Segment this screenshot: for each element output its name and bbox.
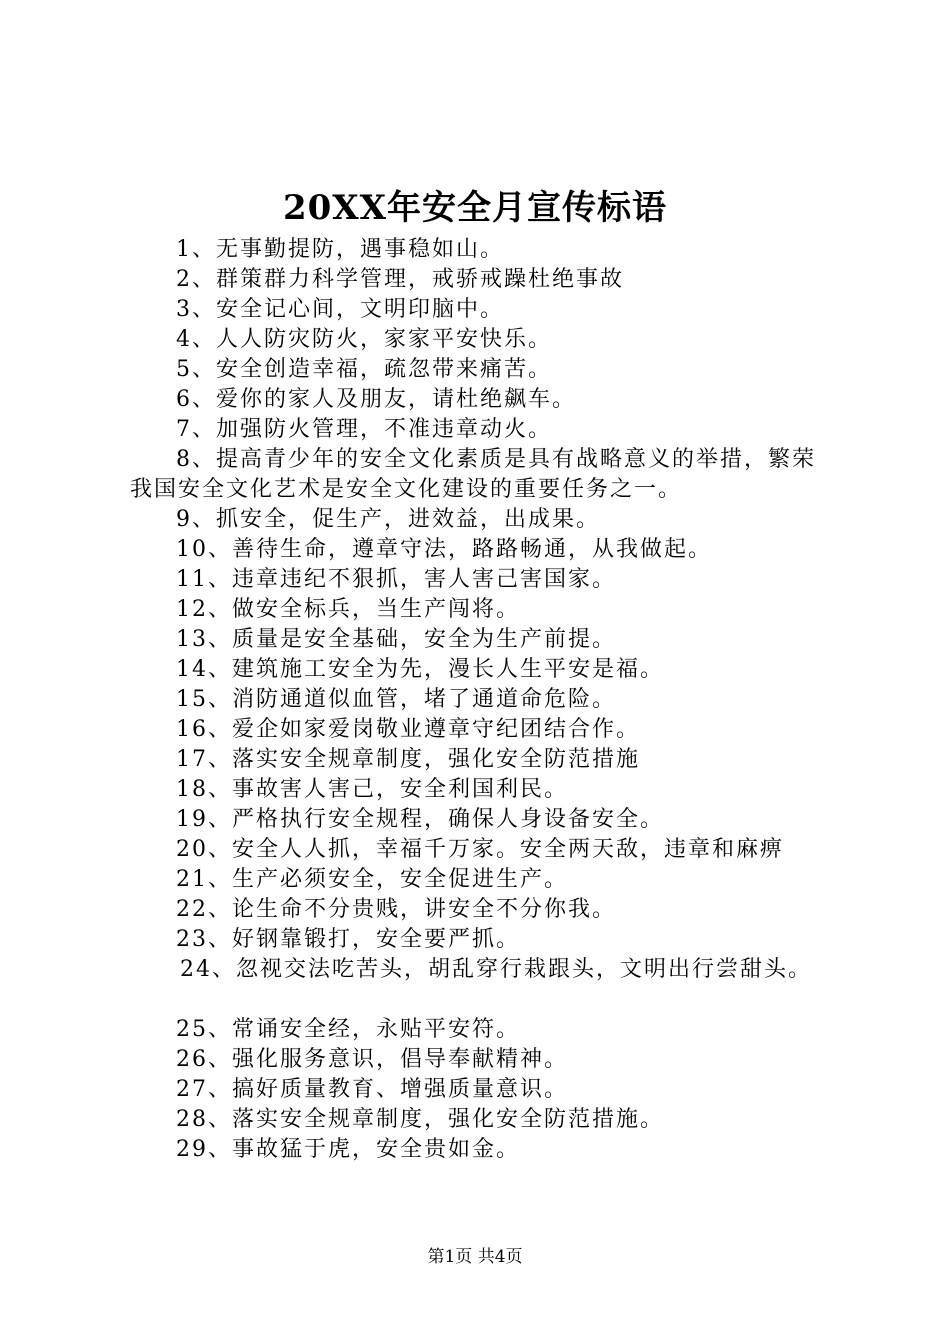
slogan-item: 25、常诵安全经，永贴平安符。: [176, 1017, 520, 1042]
page-footer: 第1页 共4页: [427, 1247, 523, 1267]
slogan-item: 12、做安全标兵，当生产闯将。: [176, 597, 520, 622]
slogan-item: 15、消防通道似血管，堵了通道命危险。: [176, 687, 616, 712]
slogan-item: 18、事故害人害己，安全利国利民。: [176, 777, 568, 802]
slogan-list: [130, 235, 850, 1165]
slogan-item: 28、落实安全规章制度，强化安全防范措施。: [176, 1107, 664, 1132]
slogan-item: 27、搞好质量教育、增强质量意识。: [176, 1077, 568, 1102]
slogan-item: 5、安全创造幸福，疏忽带来痛苦。: [176, 357, 552, 382]
page-title: 20XX年安全月宣传标语: [282, 188, 668, 228]
slogan-item: 13、质量是安全基础，安全为生产前提。: [176, 627, 616, 652]
slogan-item: 3、安全记心间，文明印脑中。: [176, 297, 504, 322]
slogan-item: 19、严格执行安全规程，确保人身设备安全。: [176, 807, 664, 832]
slogan-item: 6、爱你的家人及朋友，请杜绝飙车。: [176, 387, 576, 412]
slogan-item: 1、无事勤提防，遇事稳如山。: [176, 237, 504, 262]
slogan-item: 14、建筑施工安全为先，漫长人生平安是福。: [176, 657, 664, 682]
slogan-item: 24、忽视交法吃苦头，胡乱穿行栽跟头，文明出行尝甜头。: [180, 957, 812, 982]
slogan-item: 7、加强防火管理，不准违章动火。: [176, 417, 552, 442]
slogan-item: 4、人人防灾防火，家家平安快乐。: [176, 327, 552, 352]
slogan-item: 11、违章违纪不狠抓，害人害己害国家。: [176, 567, 616, 592]
slogan-item: 8、提高青少年的安全文化素质是具有战略意义的举措，繁荣我国安全文化艺术是安全文化建设的重要任务之一。: [130, 447, 816, 502]
slogan-item: 26、强化服务意识，倡导奉献精神。: [176, 1047, 568, 1072]
slogan-item: 9、抓安全，促生产，进效益，出成果。: [176, 507, 600, 532]
slogan-item: 21、生产必须安全，安全促进生产。: [176, 867, 568, 892]
slogan-item: 17、落实安全规章制度，强化安全防范措施: [176, 747, 640, 772]
slogan-item: 2、群策群力科学管理，戒骄戒躁杜绝事故: [176, 267, 624, 292]
slogan-item: 16、爱企如家爱岗敬业遵章守纪团结合作。: [176, 717, 640, 742]
slogan-item: 22、论生命不分贵贱，讲安全不分你我。: [176, 897, 616, 922]
slogan-item: 10、善待生命，遵章守法，路路畅通，从我做起。: [176, 537, 712, 562]
slogan-item: 29、事故猛于虎，安全贵如金。: [176, 1137, 520, 1162]
slogan-item: 23、好钢靠锻打，安全要严抓。: [176, 927, 520, 952]
slogan-item: 20、安全人人抓，幸福千万家。安全两天敌，违章和麻痹: [176, 837, 784, 862]
